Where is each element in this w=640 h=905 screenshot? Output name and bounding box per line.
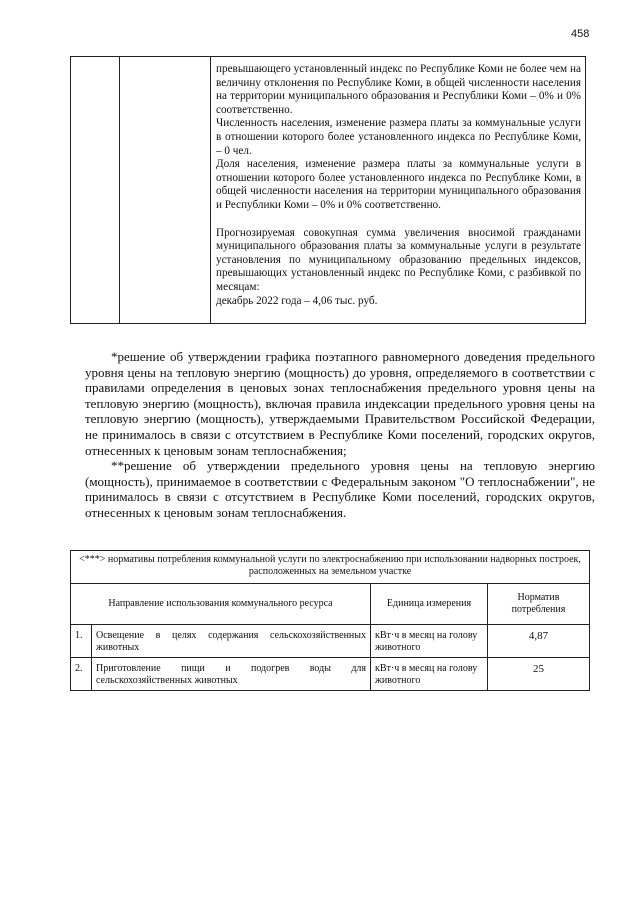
norms-table (70, 550, 590, 691)
table-row (71, 625, 590, 658)
page-number: 458 (571, 28, 590, 40)
row-unit: кВт·ч в месяц на голову животного (371, 625, 488, 658)
text-paragraph: превышающего установленный индекс по Республике Коми не более чем на величину отклонения по Республике Коми, в общей численности населения на территории муниципального образования и Республики Коми – 0% и 0% соответственно. (216, 63, 581, 116)
continuation-table (70, 56, 586, 324)
text-paragraph: Численность населения, изменение размера платы за коммунальные услуги в отношении которого более установленного индекса по Республике Коми, – 0 чел. (216, 117, 581, 157)
row-direction: Приготовление пищи и подогрев воды для сельскохозяйственных животных (92, 658, 371, 691)
row-value: 25 (488, 658, 590, 691)
footnote-paragraph: *решение об утверждении графика поэтапного равномерного доведения предельного уровня цены на тепловую энергию (мощность) до уровня, определяемого в соответствии с правилами определения в ценовых зонах теплоснабжения предельного уровня цены на тепловую энергию (мощность), включая правила индексации предельного уровня цены на тепловую энергию (мощность), утверждаемыми Правительством Российской Федерации, не принималось в связи с отсутствием в Республике Коми поселений, городских округов, отнесенных к ценовым зонам теплоснабжения; (85, 349, 595, 458)
continuation-cell-text (216, 63, 581, 308)
body-text (85, 349, 595, 521)
table-column-divider (119, 57, 120, 323)
row-direction: Освещение в целях содержания сельскохозяйственных животных (92, 625, 371, 658)
row-number: 2. (71, 658, 92, 691)
row-unit: кВт·ч в месяц на голову животного (371, 658, 488, 691)
footnote-paragraph: **решение об утверждении предельного уровня цены на тепловую энергию (мощность), принимаемое в соответствии с Федеральным законом "О теплоснабжении", не принималось в связи с отсутствием в Республике Коми поселений, городских округов, отнесенных к ценовым зонам теплоснабжения. (85, 458, 595, 520)
text-paragraph: Прогнозируемая совокупная сумма увеличения вносимой гражданами муниципального образования платы за коммунальные услуги в результате установления по муниципальному образованию предельных индексов, превышающих установленный индекс по Республике Коми, с разбивкой по месяцам: (216, 226, 581, 293)
row-value: 4,87 (488, 625, 590, 658)
header-direction: Направление использования коммунального ресурса (71, 584, 371, 625)
text-paragraph: декабрь 2022 года – 4,06 тыс. руб. (216, 294, 378, 307)
table-row (71, 658, 590, 691)
table-column-divider (210, 57, 211, 323)
table-caption: <***> нормативы потребления коммунальной услуги по электроснабжению при использовании надворных построек, расположенных на земельном участке (71, 551, 590, 584)
header-norm: Норматив потребления (488, 584, 590, 625)
header-unit: Единица измерения (371, 584, 488, 625)
text-paragraph: Доля населения, изменение размера платы за коммунальные услуги в отношении которого более установленного индекса по Республике Коми, в общей численности населения на территории муниципального образования и Республики Коми – 0% и 0% соответственно. (216, 158, 581, 211)
row-number: 1. (71, 625, 92, 658)
